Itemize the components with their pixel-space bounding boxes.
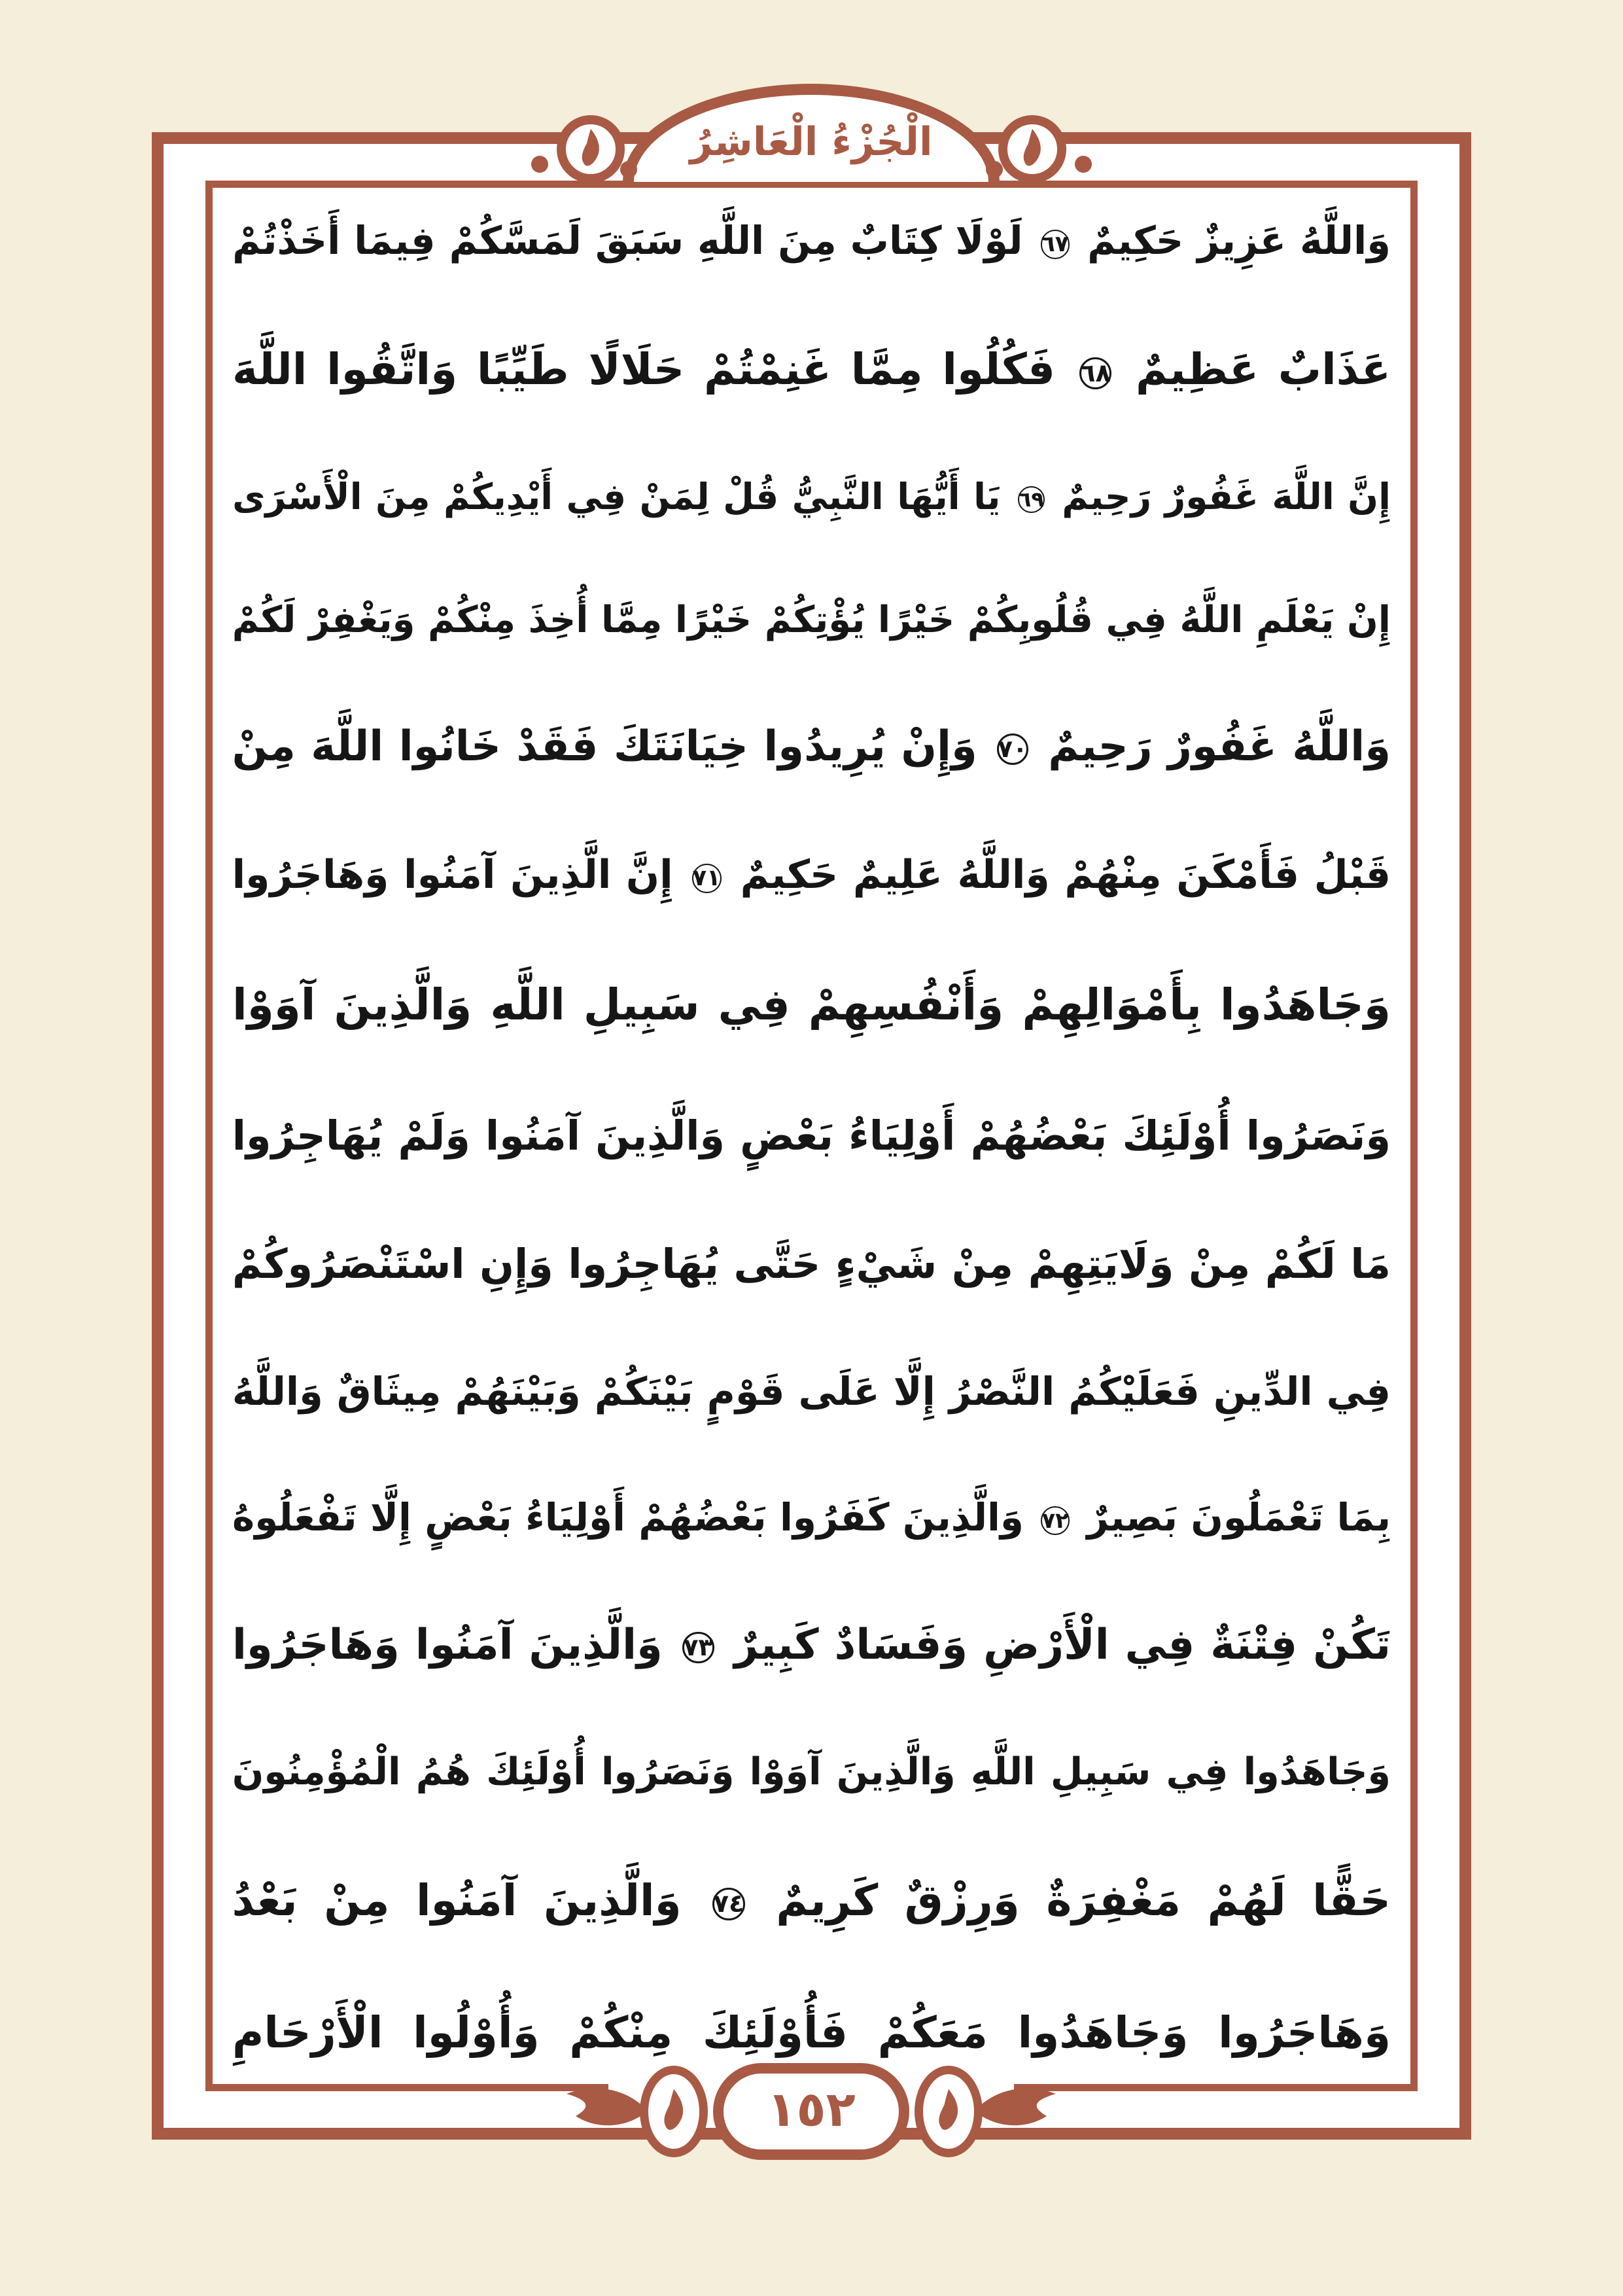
- quran-line: [232, 1490, 1391, 1545]
- quran-text-area: [232, 213, 1391, 2064]
- quran-line-text: مَا لَكُمْ مِنْ وَلَايَتِهِمْ مِنْ شَيْءٍ حَتَّى يُهَاجِرُوا وَإِنِ اسْتَنْصَرُوكُمْ: [232, 1240, 1391, 1288]
- quran-line: [232, 1106, 1391, 1165]
- juz-header-ornament: [623, 84, 1000, 182]
- footer-medallion-right: [915, 2066, 983, 2157]
- header-medallion-right: [998, 115, 1066, 183]
- quran-line: [232, 1869, 1391, 1932]
- quran-line: [232, 716, 1391, 777]
- ayah-number-badge: ٦٨: [1079, 357, 1112, 390]
- quran-line-text: وَاللَّهُ غَفُورٌ رَحِيمٌ ٧٠ وَإِنْ يُرِيدُوا خِيَانَتَكَ فَقَدْ خَانُوا اللَّهَ مِنْ: [232, 722, 1391, 771]
- quran-line: [232, 1364, 1391, 1420]
- ayah-number-badge: ٧٣: [682, 1632, 714, 1663]
- wing-flourish-icon: [564, 2082, 649, 2140]
- page-number-cartouche: [713, 2063, 909, 2160]
- quran-line: [232, 2002, 1391, 2064]
- wing-flourish-icon: [973, 2082, 1058, 2140]
- quran-line: [232, 974, 1391, 1036]
- footer-medallion-left: [640, 2066, 708, 2157]
- bud-dot: [620, 161, 637, 178]
- quran-line-text: عَذَابٌ عَظِيمٌ ٦٨ فَكُلُوا مِمَّا غَنِمْتُمْ حَلَالًا طَيِّبًا وَاتَّقُوا اللَّهَ: [232, 344, 1391, 395]
- quran-line: [232, 1745, 1391, 1799]
- quran-line-text: حَقًّا لَهُمْ مَغْفِرَةٌ وَرِزْقٌ كَرِيمٌ ٧٤ وَالَّذِينَ آمَنُوا مِنْ بَعْدُ: [232, 1875, 1391, 1926]
- quran-line-text: فِي الدِّينِ فَعَلَيْكُمُ النَّصْرُ إِلَّا عَلَى قَوْمٍ بَيْنَكُمْ وَبَيْنَهُمْ مِيثَاقٌ وَاللَّهُ: [232, 1369, 1391, 1415]
- bud-dot: [531, 156, 548, 173]
- bud-dot: [986, 161, 1003, 178]
- quran-line: [232, 847, 1391, 904]
- flame-leaf-icon: [934, 2085, 963, 2138]
- flame-leaf-icon: [659, 2085, 688, 2138]
- quran-line: [232, 338, 1391, 401]
- quran-line-text: إِنْ يَعْلَمِ اللَّهُ فِي قُلُوبِكُمْ خَيْرًا يُؤْتِكُمْ خَيْرًا مِمَّا أُخِذَ مِنْكُمْ وَيَغْفِرْ لَكُمْ: [232, 598, 1391, 641]
- ayah-number-badge: ٦٩: [1018, 487, 1044, 512]
- quran-line-text: تَكُنْ فِتْنَةٌ فِي الْأَرْضِ وَفَسَادٌ كَبِيرٌ ٧٣ وَالَّذِينَ آمَنُوا وَهَاجَرُوا: [232, 1620, 1391, 1669]
- quran-line: [232, 1615, 1391, 1676]
- quran-line: [232, 213, 1391, 269]
- flame-leaf-icon: [577, 128, 604, 171]
- quran-line: [232, 1235, 1391, 1294]
- ayah-number-badge: ٧١: [692, 864, 722, 893]
- ayah-number-badge: ٧٢: [1041, 1506, 1070, 1535]
- quran-line-text: قَبْلُ فَأَمْكَنَ مِنْهُمْ وَاللَّهُ عَلِيمٌ حَكِيمٌ ٧١ إِنَّ الَّذِينَ آمَنُوا وَهَاجَرُوا: [232, 852, 1391, 898]
- ayah-number-badge: ٦٧: [1041, 230, 1070, 258]
- quran-line-text: وَجَاهَدُوا بِأَمْوَالِهِمْ وَأَنْفُسِهِمْ فِي سَبِيلِ اللَّهِ وَالَّذِينَ آوَوْا: [232, 980, 1391, 1031]
- quran-line-text: وَنَصَرُوا أُوْلَئِكَ بَعْضُهُمْ أَوْلِيَاءُ بَعْضٍ وَالَّذِينَ آمَنُوا وَلَمْ يُهَاجِرُوا: [232, 1111, 1391, 1159]
- page-number: ١٥٢: [767, 2081, 856, 2138]
- quran-line-text: بِمَا تَعْمَلُونَ بَصِيرٌ ٧٢ وَالَّذِينَ كَفَرُوا بَعْضُهُمْ أَوْلِيَاءُ بَعْضٍ إِلَّا تَفْعَلُوهُ: [232, 1494, 1391, 1540]
- quran-line-text: وَاللَّهُ عَزِيزٌ حَكِيمٌ ٦٧ لَوْلَا كِتَابٌ مِنَ اللَّهِ سَبَقَ لَمَسَّكُمْ فِيمَا أَخَذْتُمْ: [232, 218, 1391, 263]
- header-medallion-left: [557, 115, 625, 183]
- outer-frame: [152, 132, 1471, 2140]
- ayah-number-badge: ٧٤: [712, 1888, 745, 1920]
- quran-line-text: وَجَاهَدُوا فِي سَبِيلِ اللَّهِ وَالَّذِينَ آوَوْا وَنَصَرُوا أُوْلَئِكَ هُمُ الْمُؤْمِنُونَ: [232, 1750, 1391, 1794]
- bud-dot: [1075, 156, 1092, 173]
- ayah-number-badge: ٧٠: [997, 733, 1028, 765]
- inner-frame: [205, 181, 1418, 2091]
- flame-leaf-icon: [1019, 128, 1046, 171]
- quran-line: [232, 471, 1391, 523]
- quran-line-text: إِنَّ اللَّهَ غَفُورٌ رَحِيمٌ ٦٩ يَا أَيُّهَا النَّبِيُّ قُلْ لِمَنْ فِي أَيْدِيكُمْ مِنَ الْأَسْرَى: [232, 475, 1391, 518]
- quran-line-text: وَهَاجَرُوا وَجَاهَدُوا مَعَكُمْ فَأُوْلَئِكَ مِنْكُمْ وَأُوْلُوا الْأَرْحَامِ: [232, 2007, 1391, 2058]
- quran-line: [232, 593, 1391, 646]
- juz-title: الْجُزْءُ الْعَاشِرُ: [689, 118, 933, 165]
